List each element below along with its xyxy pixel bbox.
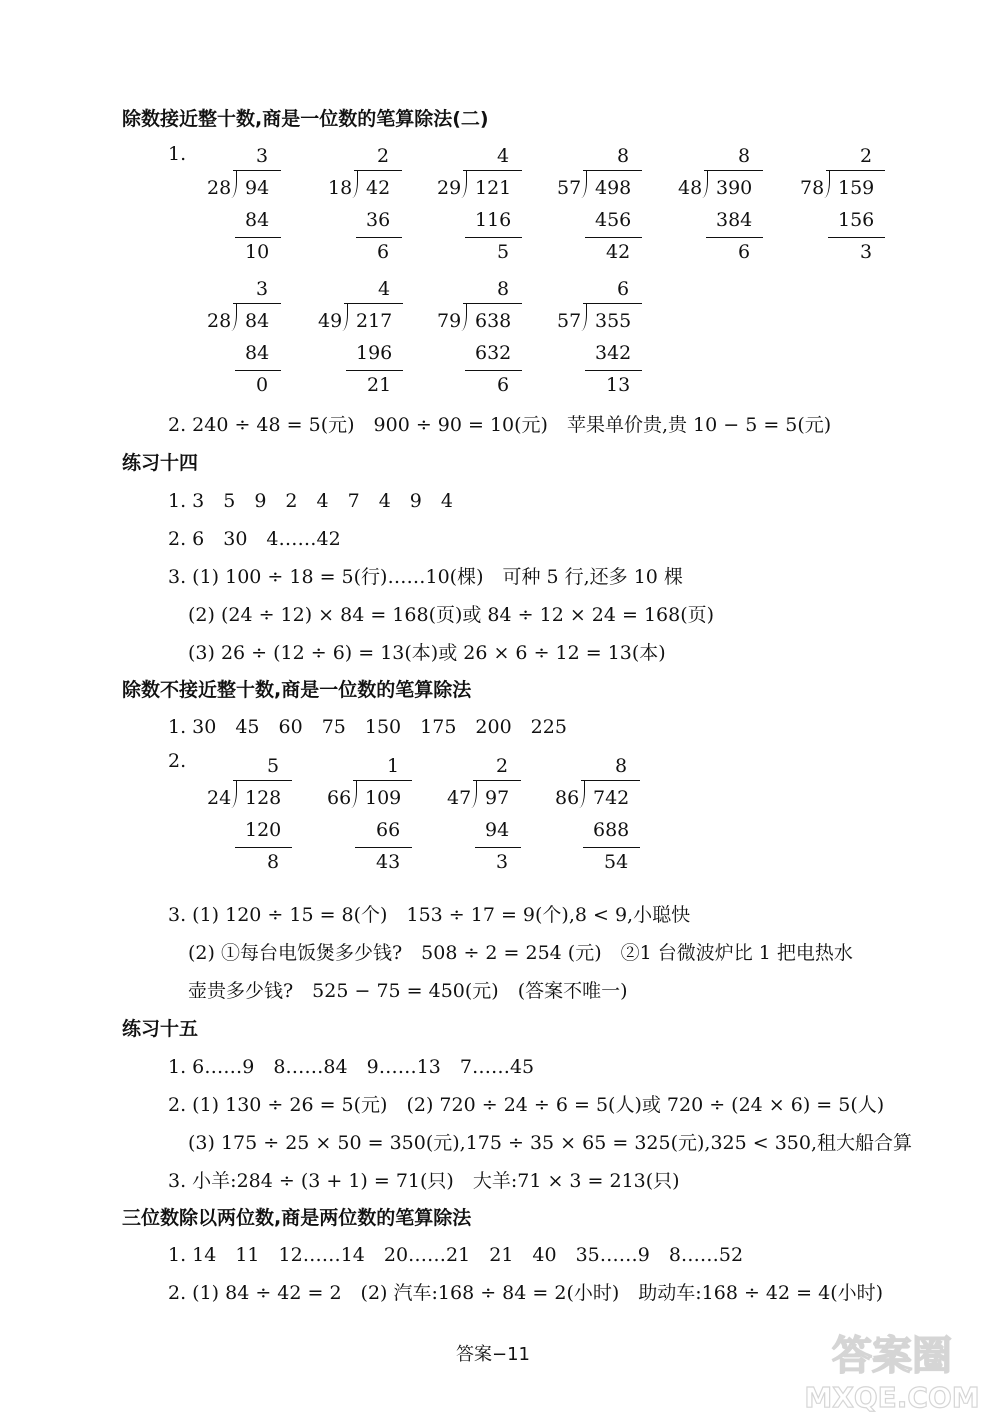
product: 156 bbox=[838, 209, 875, 231]
subtraction-line bbox=[465, 370, 522, 371]
long-division bbox=[800, 145, 930, 265]
dividend: 390 bbox=[716, 177, 753, 199]
quotient: 5 bbox=[267, 755, 280, 777]
division-bracket bbox=[575, 780, 585, 808]
dividend: 97 bbox=[485, 787, 510, 809]
section-title: 练习十五 bbox=[122, 1018, 199, 1040]
divisor: 79 bbox=[437, 310, 462, 332]
divisor: 57 bbox=[557, 310, 582, 332]
divisor: 28 bbox=[207, 310, 232, 332]
subtraction-line bbox=[585, 237, 642, 238]
remainder: 42 bbox=[606, 241, 631, 263]
watermark-url-text: MXQE.COM bbox=[804, 1381, 980, 1414]
answer-line: (3) 26 ÷ (12 ÷ 6) = 13(本)或 26 × 6 ÷ 12 = 13(本) bbox=[188, 642, 666, 664]
division-bar bbox=[354, 170, 402, 171]
divisor: 29 bbox=[437, 177, 462, 199]
divisor: 86 bbox=[555, 787, 580, 809]
subtraction-line bbox=[235, 237, 281, 238]
answer-line: 3. 小羊:284 ÷ (3 + 1) = 71(只) 大羊:71 × 3 = 213(只) bbox=[168, 1170, 680, 1192]
division-bar bbox=[353, 780, 412, 781]
section-title: 练习十四 bbox=[122, 452, 199, 474]
product: 84 bbox=[245, 209, 270, 231]
dividend: 121 bbox=[475, 177, 512, 199]
division-bar bbox=[583, 303, 642, 304]
division-bar bbox=[704, 170, 763, 171]
answer-line: 2. (1) 84 ÷ 42 = 2 (2) 汽车:168 ÷ 84 = 2(小时) 助动车:168 ÷ 42 = 4(小时) bbox=[168, 1282, 884, 1304]
division-bracket bbox=[467, 780, 477, 808]
quotient: 6 bbox=[617, 278, 630, 300]
division-bracket bbox=[347, 780, 357, 808]
long-division bbox=[557, 278, 687, 398]
division-bar bbox=[583, 170, 642, 171]
product: 94 bbox=[485, 819, 510, 841]
division-bracket bbox=[820, 170, 830, 198]
subtraction-line bbox=[706, 237, 763, 238]
divisor: 78 bbox=[800, 177, 825, 199]
subtraction-line bbox=[583, 847, 640, 848]
answer-line: 1. 3 5 9 2 4 7 4 9 4 bbox=[168, 490, 453, 512]
division-bar bbox=[826, 170, 885, 171]
long-division bbox=[207, 755, 337, 875]
remainder: 13 bbox=[606, 374, 631, 396]
remainder: 6 bbox=[738, 241, 751, 263]
quotient: 3 bbox=[256, 278, 269, 300]
subtraction-line bbox=[235, 847, 292, 848]
division-bar bbox=[581, 780, 640, 781]
dividend: 638 bbox=[475, 310, 512, 332]
product: 66 bbox=[376, 819, 401, 841]
answer-line: 2. 6 30 4……42 bbox=[168, 528, 341, 550]
divisor: 47 bbox=[447, 787, 472, 809]
dividend: 94 bbox=[245, 177, 270, 199]
question-number: 1. bbox=[168, 143, 187, 165]
answer-line: 2. 240 ÷ 48 = 5(元) 900 ÷ 90 = 10(元) 苹果单价贵,贵 10 − 5 = 5(元) bbox=[168, 414, 832, 436]
answer-line: 2. (1) 130 ÷ 26 = 5(元) (2) 720 ÷ 24 ÷ 6 = 5(人)或 720 ÷ (24 × 6) = 5(人) bbox=[168, 1094, 885, 1116]
division-bar bbox=[344, 303, 403, 304]
product: 196 bbox=[356, 342, 393, 364]
long-division bbox=[678, 145, 808, 265]
division-bracket bbox=[227, 780, 237, 808]
divisor: 18 bbox=[328, 177, 353, 199]
division-bracket bbox=[227, 170, 237, 198]
answer-line: (2) (24 ÷ 12) × 84 = 168(页)或 84 ÷ 12 × 24 = 168(页) bbox=[188, 604, 715, 626]
answer-line: (2) ①每台电饭煲多少钱? 508 ÷ 2 = 254 (元) ②1 台微波炉比 1 把电热水 bbox=[188, 942, 853, 964]
subtraction-line bbox=[475, 847, 521, 848]
division-bracket bbox=[577, 303, 587, 331]
question-number: 2. bbox=[168, 750, 187, 772]
remainder: 0 bbox=[256, 374, 269, 396]
quotient: 4 bbox=[497, 145, 510, 167]
long-division bbox=[318, 278, 448, 398]
divisor: 49 bbox=[318, 310, 343, 332]
answer-line: 3. (1) 100 ÷ 18 = 5(行)……10(棵) 可种 5 行,还多 10 棵 bbox=[168, 566, 683, 588]
dividend: 498 bbox=[595, 177, 632, 199]
subtraction-line bbox=[585, 370, 642, 371]
product: 84 bbox=[245, 342, 270, 364]
division-bar bbox=[463, 303, 522, 304]
dividend: 217 bbox=[356, 310, 393, 332]
quotient: 8 bbox=[738, 145, 751, 167]
product: 632 bbox=[475, 342, 512, 364]
division-bracket bbox=[338, 303, 348, 331]
remainder: 3 bbox=[496, 851, 509, 873]
remainder: 8 bbox=[267, 851, 280, 873]
quotient: 2 bbox=[496, 755, 509, 777]
division-bar bbox=[233, 780, 292, 781]
divisor: 24 bbox=[207, 787, 232, 809]
divisor: 57 bbox=[557, 177, 582, 199]
division-bar bbox=[473, 780, 521, 781]
product: 688 bbox=[593, 819, 630, 841]
remainder: 21 bbox=[367, 374, 392, 396]
quotient: 8 bbox=[615, 755, 628, 777]
watermark-graphic bbox=[795, 1325, 990, 1415]
dividend: 84 bbox=[245, 310, 270, 332]
quotient: 2 bbox=[377, 145, 390, 167]
section-title: 除数不接近整十数,商是一位数的笔算除法 bbox=[122, 679, 472, 701]
remainder: 3 bbox=[860, 241, 873, 263]
quotient: 1 bbox=[387, 755, 400, 777]
divisor: 48 bbox=[678, 177, 703, 199]
divisor: 66 bbox=[327, 787, 352, 809]
long-division bbox=[327, 755, 457, 875]
quotient: 2 bbox=[860, 145, 873, 167]
product: 384 bbox=[716, 209, 753, 231]
division-bracket bbox=[348, 170, 358, 198]
quotient: 4 bbox=[378, 278, 391, 300]
subtraction-line bbox=[356, 237, 402, 238]
division-bracket bbox=[227, 303, 237, 331]
subtraction-line bbox=[828, 237, 885, 238]
section-title: 除数接近整十数,商是一位数的笔算除法(二) bbox=[122, 108, 489, 130]
division-bracket bbox=[457, 303, 467, 331]
answer-line: 1. 6……9 8……84 9……13 7……45 bbox=[168, 1056, 535, 1078]
long-division bbox=[437, 278, 567, 398]
subtraction-line bbox=[346, 370, 403, 371]
remainder: 6 bbox=[377, 241, 390, 263]
long-division bbox=[437, 145, 567, 265]
dividend: 128 bbox=[245, 787, 282, 809]
remainder: 43 bbox=[376, 851, 401, 873]
answer-line: (3) 175 ÷ 25 × 50 = 350(元),175 ÷ 35 × 65 = 325(元),325 < 350,租大船合算 bbox=[188, 1132, 913, 1154]
quotient: 8 bbox=[617, 145, 630, 167]
answer-line: 壶贵多少钱? 525 − 75 = 450(元) (答案不唯一) bbox=[188, 980, 628, 1002]
product: 456 bbox=[595, 209, 632, 231]
division-bracket bbox=[457, 170, 467, 198]
remainder: 5 bbox=[497, 241, 510, 263]
product: 116 bbox=[475, 209, 512, 231]
watermark-logo-text: 答案圈 bbox=[832, 1333, 952, 1379]
answer-line: 1. 14 11 12……14 20……21 21 40 35……9 8……52 bbox=[168, 1244, 744, 1266]
subtraction-line bbox=[355, 847, 412, 848]
dividend: 109 bbox=[365, 787, 402, 809]
product: 120 bbox=[245, 819, 282, 841]
remainder: 6 bbox=[497, 374, 510, 396]
remainder: 54 bbox=[604, 851, 629, 873]
dividend: 159 bbox=[838, 177, 875, 199]
product: 342 bbox=[595, 342, 632, 364]
answer-line: 3. (1) 120 ÷ 15 = 8(个) 153 ÷ 17 = 9(个),8 < 9,小聪快 bbox=[168, 904, 691, 926]
long-division bbox=[557, 145, 687, 265]
quotient: 8 bbox=[497, 278, 510, 300]
watermark-logo bbox=[795, 1325, 990, 1415]
dividend: 355 bbox=[595, 310, 632, 332]
page-number: 答案−11 bbox=[456, 1344, 530, 1365]
quotient: 3 bbox=[256, 145, 269, 167]
subtraction-line bbox=[235, 370, 281, 371]
division-bracket bbox=[698, 170, 708, 198]
answer-line: 1. 30 45 60 75 150 175 200 225 bbox=[168, 716, 567, 738]
product: 36 bbox=[366, 209, 391, 231]
divisor: 28 bbox=[207, 177, 232, 199]
section-title: 三位数除以两位数,商是两位数的笔算除法 bbox=[122, 1207, 472, 1229]
dividend: 742 bbox=[593, 787, 630, 809]
subtraction-line bbox=[465, 237, 522, 238]
long-division bbox=[207, 145, 337, 265]
division-bar bbox=[233, 303, 281, 304]
long-division bbox=[555, 755, 685, 875]
division-bracket bbox=[577, 170, 587, 198]
dividend: 42 bbox=[366, 177, 391, 199]
remainder: 10 bbox=[245, 241, 270, 263]
division-bar bbox=[233, 170, 281, 171]
division-bar bbox=[463, 170, 522, 171]
